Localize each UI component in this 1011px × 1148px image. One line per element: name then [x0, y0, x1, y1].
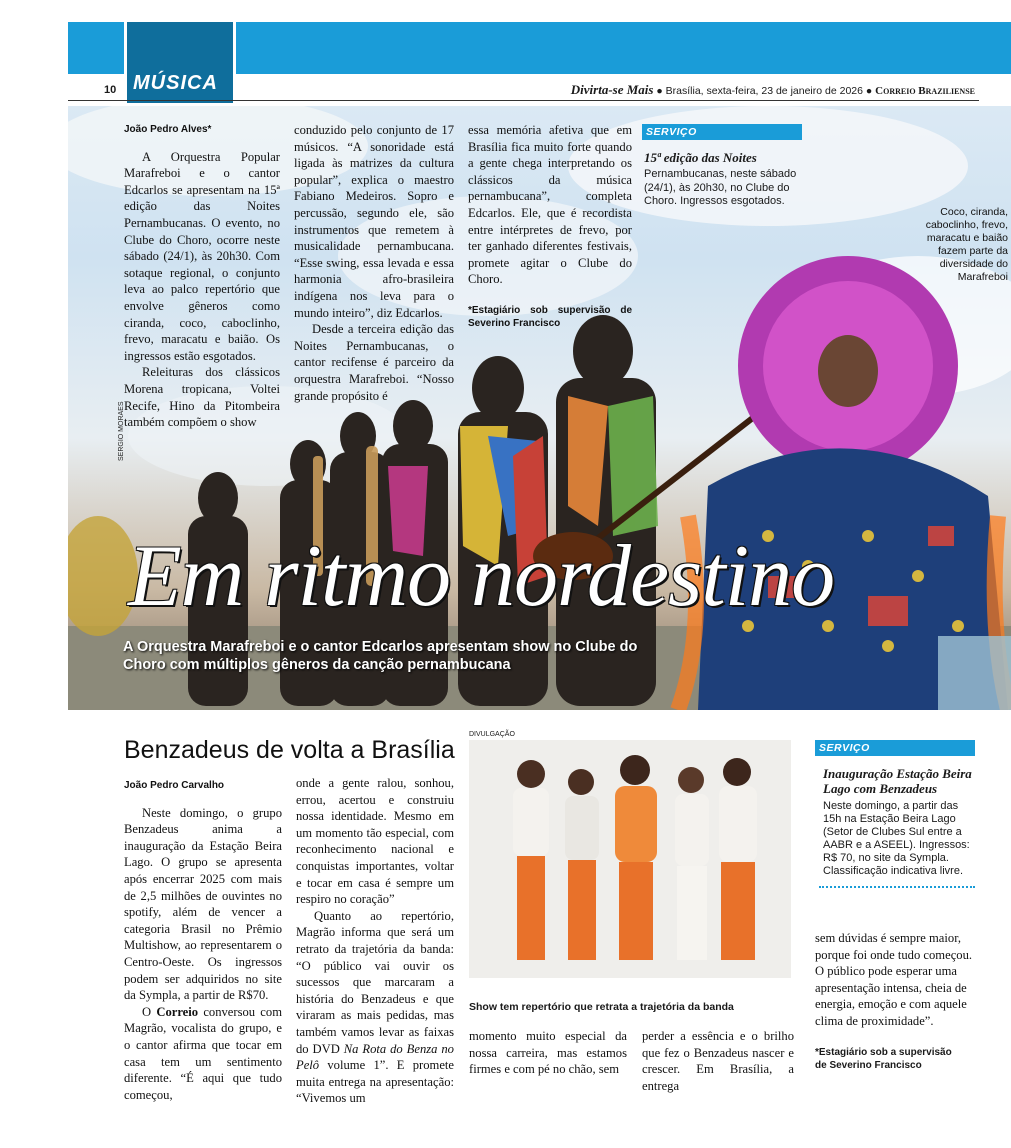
section-tag — [124, 22, 236, 106]
story2-servico-box — [815, 740, 975, 888]
text-run: Na Rota do Benza no Pelô — [296, 1041, 454, 1073]
story1-paragraph: A Orquestra Popular Marafreboi e o cantor Edcarlos se apresentam na 15ª edição das Noites Pernambucanas. O evento, no Clube do Choro, ocorre neste sábado (24/1), às 20h30. Com sotaque regional, o conjunto leva ao palco repertório que envolve gêneros como ciranda, coco, caboclinho, frevo, maracatu e baião. Os ingressos estão esgotados. — [124, 149, 280, 363]
story2-headline: Benzadeus de volta a Brasília — [124, 736, 455, 764]
story2-col4: perder a essência e o brilho que fez o Benzadeus nascer e crescer. Em Brasília, a entrega — [642, 1029, 794, 1093]
text-run: volume 1”. E promete muita entrega na apresentação: “Vivemos um — [296, 1058, 454, 1106]
story2-paragraph — [124, 1004, 282, 1104]
servico-label: SERVIÇO — [815, 740, 975, 756]
story2-paragraph — [296, 908, 454, 1107]
servico-divider — [819, 886, 975, 888]
story1-paragraph: essa memória afetiva que em Brasília fica muito forte quando a gente chega interpretando os clássicos da música pernambucana”, completa Edcarlos. Ele, que é recordista entre intérpretes de frevo, por ter ganhado diferentes festivais, promete agitar o Clube do Choro. — [468, 123, 632, 287]
hero-photo — [68, 106, 1011, 710]
band-photo — [469, 740, 791, 978]
story1-paragraph: Desde a terceira edição das Noites Pernambucanas, o cantor recifense é parceiro da orquestra Marafreboi. “Nosso grande propósito é — [294, 322, 454, 403]
story1-servico-box — [642, 124, 802, 209]
photo-caption: Coco, ciranda, caboclinho, frevo, maracatu e baião fazem parte da diversidade do Marafreboi — [925, 206, 1008, 283]
servico-body: Neste domingo, a partir das 15h na Estação Beira Lago (Setor de Clubes Sul entre a AABR e a ASEEL). Ingressos: R$ 70, no site da Sympla. Classificação indicativa livre. — [823, 800, 970, 877]
photo2-credit: DIVULGAÇÃO — [469, 731, 515, 738]
text-run: Correio — [156, 1004, 199, 1019]
story2-paragraph: Neste domingo, o grupo Benzadeus anima a inauguração da Estação Beira Lago. O grupo se apresenta após encerrar 2025 com mais de 2,5 milhões de ouvintes no spotify, além de vencer a categoria Brasil no Prêmio Multishow, ao representarem o Centro-Oeste. Os ingressos podem ser adquiridos no site da Sympla, a partir de R$70. — [124, 805, 282, 1003]
story1-note: *Estagiário sob supervisão de Severino Francisco — [468, 304, 632, 329]
story2-byline: João Pedro Carvalho — [124, 780, 225, 791]
story1-paragraph: Releituras dos clássicos Morena tropicana, Voltei Recife, Hino da Pitombeira também compõem o show — [124, 365, 280, 430]
text-run: Quanto ao repertório, Magrão informa que será um retrato da trajetória da banda: “O público vai ouvir os sucessos que marcaram a história do Benzadeus e que viraram as mais pedidas, mas também vamos levar as faixas do DVD — [296, 908, 454, 1056]
dateline: Brasília, sexta-feira, 23 de janeiro de 2026 — [665, 85, 863, 97]
text-run: O — [142, 1004, 157, 1019]
photo-credit: SERGIO MORAES — [118, 401, 125, 461]
benzadeus-photo-illustration — [469, 740, 791, 978]
header-rule — [68, 100, 979, 101]
story1-col2 — [294, 122, 454, 404]
story2-col3: momento muito especial da nossa carreira, mas estamos firmes e com pé no chão, sem — [469, 1029, 627, 1077]
text-run: conversou com Magrão, vocalista do grupo, e o cantor afirma que tocar em casa tem um sentimento diferente. “É aqui que tudo começou, — [124, 1004, 282, 1102]
story1-col3 — [468, 122, 632, 330]
subheadline: A Orquestra Marafreboi e o cantor Edcarlos apresentam show no Clube do Choro com múltiplos gêneros da canção pernambucana — [123, 639, 638, 673]
supplement-name: Divirta-se Mais — [570, 82, 654, 97]
servico-body: Pernambucanas, neste sábado (24/1), às 20h30, no Clube do Choro. Ingressos esgotados. — [644, 168, 797, 207]
story1-byline: João Pedro Alves* — [124, 124, 212, 135]
story2-note: *Estagiário sob a supervisão de Severino Francisco — [815, 1047, 952, 1071]
story2-col2 — [296, 775, 454, 1107]
story2-col1 — [124, 778, 282, 1103]
story2-paragraph: onde a gente ralou, sonhou, errou, acertou e construiu nossa identidade. Mesmo em um momento tão especial, com reconhecimento nacional e conquistas importantes, voltar e tocar em casa é sempre um respiro no coração” — [296, 776, 454, 907]
folio: Divirta-se Mais ● Brasília, sexta-feira, 23 de janeiro de 2026 ● Correio Braziliense — [570, 82, 975, 97]
story2-col5: sem dúvidas é sempre maior, porque foi onde tudo começou. O público pode esperar uma apresentação intensa, cheia de energia, emoção e com aquele clima de proximidade”. — [815, 931, 973, 1028]
newspaper-name: Correio Braziliense — [875, 85, 975, 97]
servico-title: Inauguração Estação Beira Lago com Benzadeus — [823, 766, 972, 796]
story1-col1 — [124, 122, 280, 431]
servico-label: SERVIÇO — [642, 124, 802, 140]
section-label: MÚSICA — [133, 72, 218, 94]
page-number: 10 — [104, 84, 117, 96]
story1-paragraph: conduzido pelo conjunto de 17 músicos. “A sonoridade está ligada às matrizes da cultura popular”, explica o maestro Fabiano Medeiros. Sopro e percussão, segundo ele, são instrumentos que remetem à musicalidade pernambucana. “Esse swing, essa levada e essa harmonia afro-brasileira indígena nos leva para o mundo inteiro”, diz Edcarlos. — [294, 123, 454, 320]
headline: Em ritmo nordestino — [128, 528, 835, 625]
servico-title: 15ª edição das Noites — [644, 150, 757, 165]
photo2-caption: Show tem repertório que retrata a trajetória da banda — [469, 1001, 734, 1013]
